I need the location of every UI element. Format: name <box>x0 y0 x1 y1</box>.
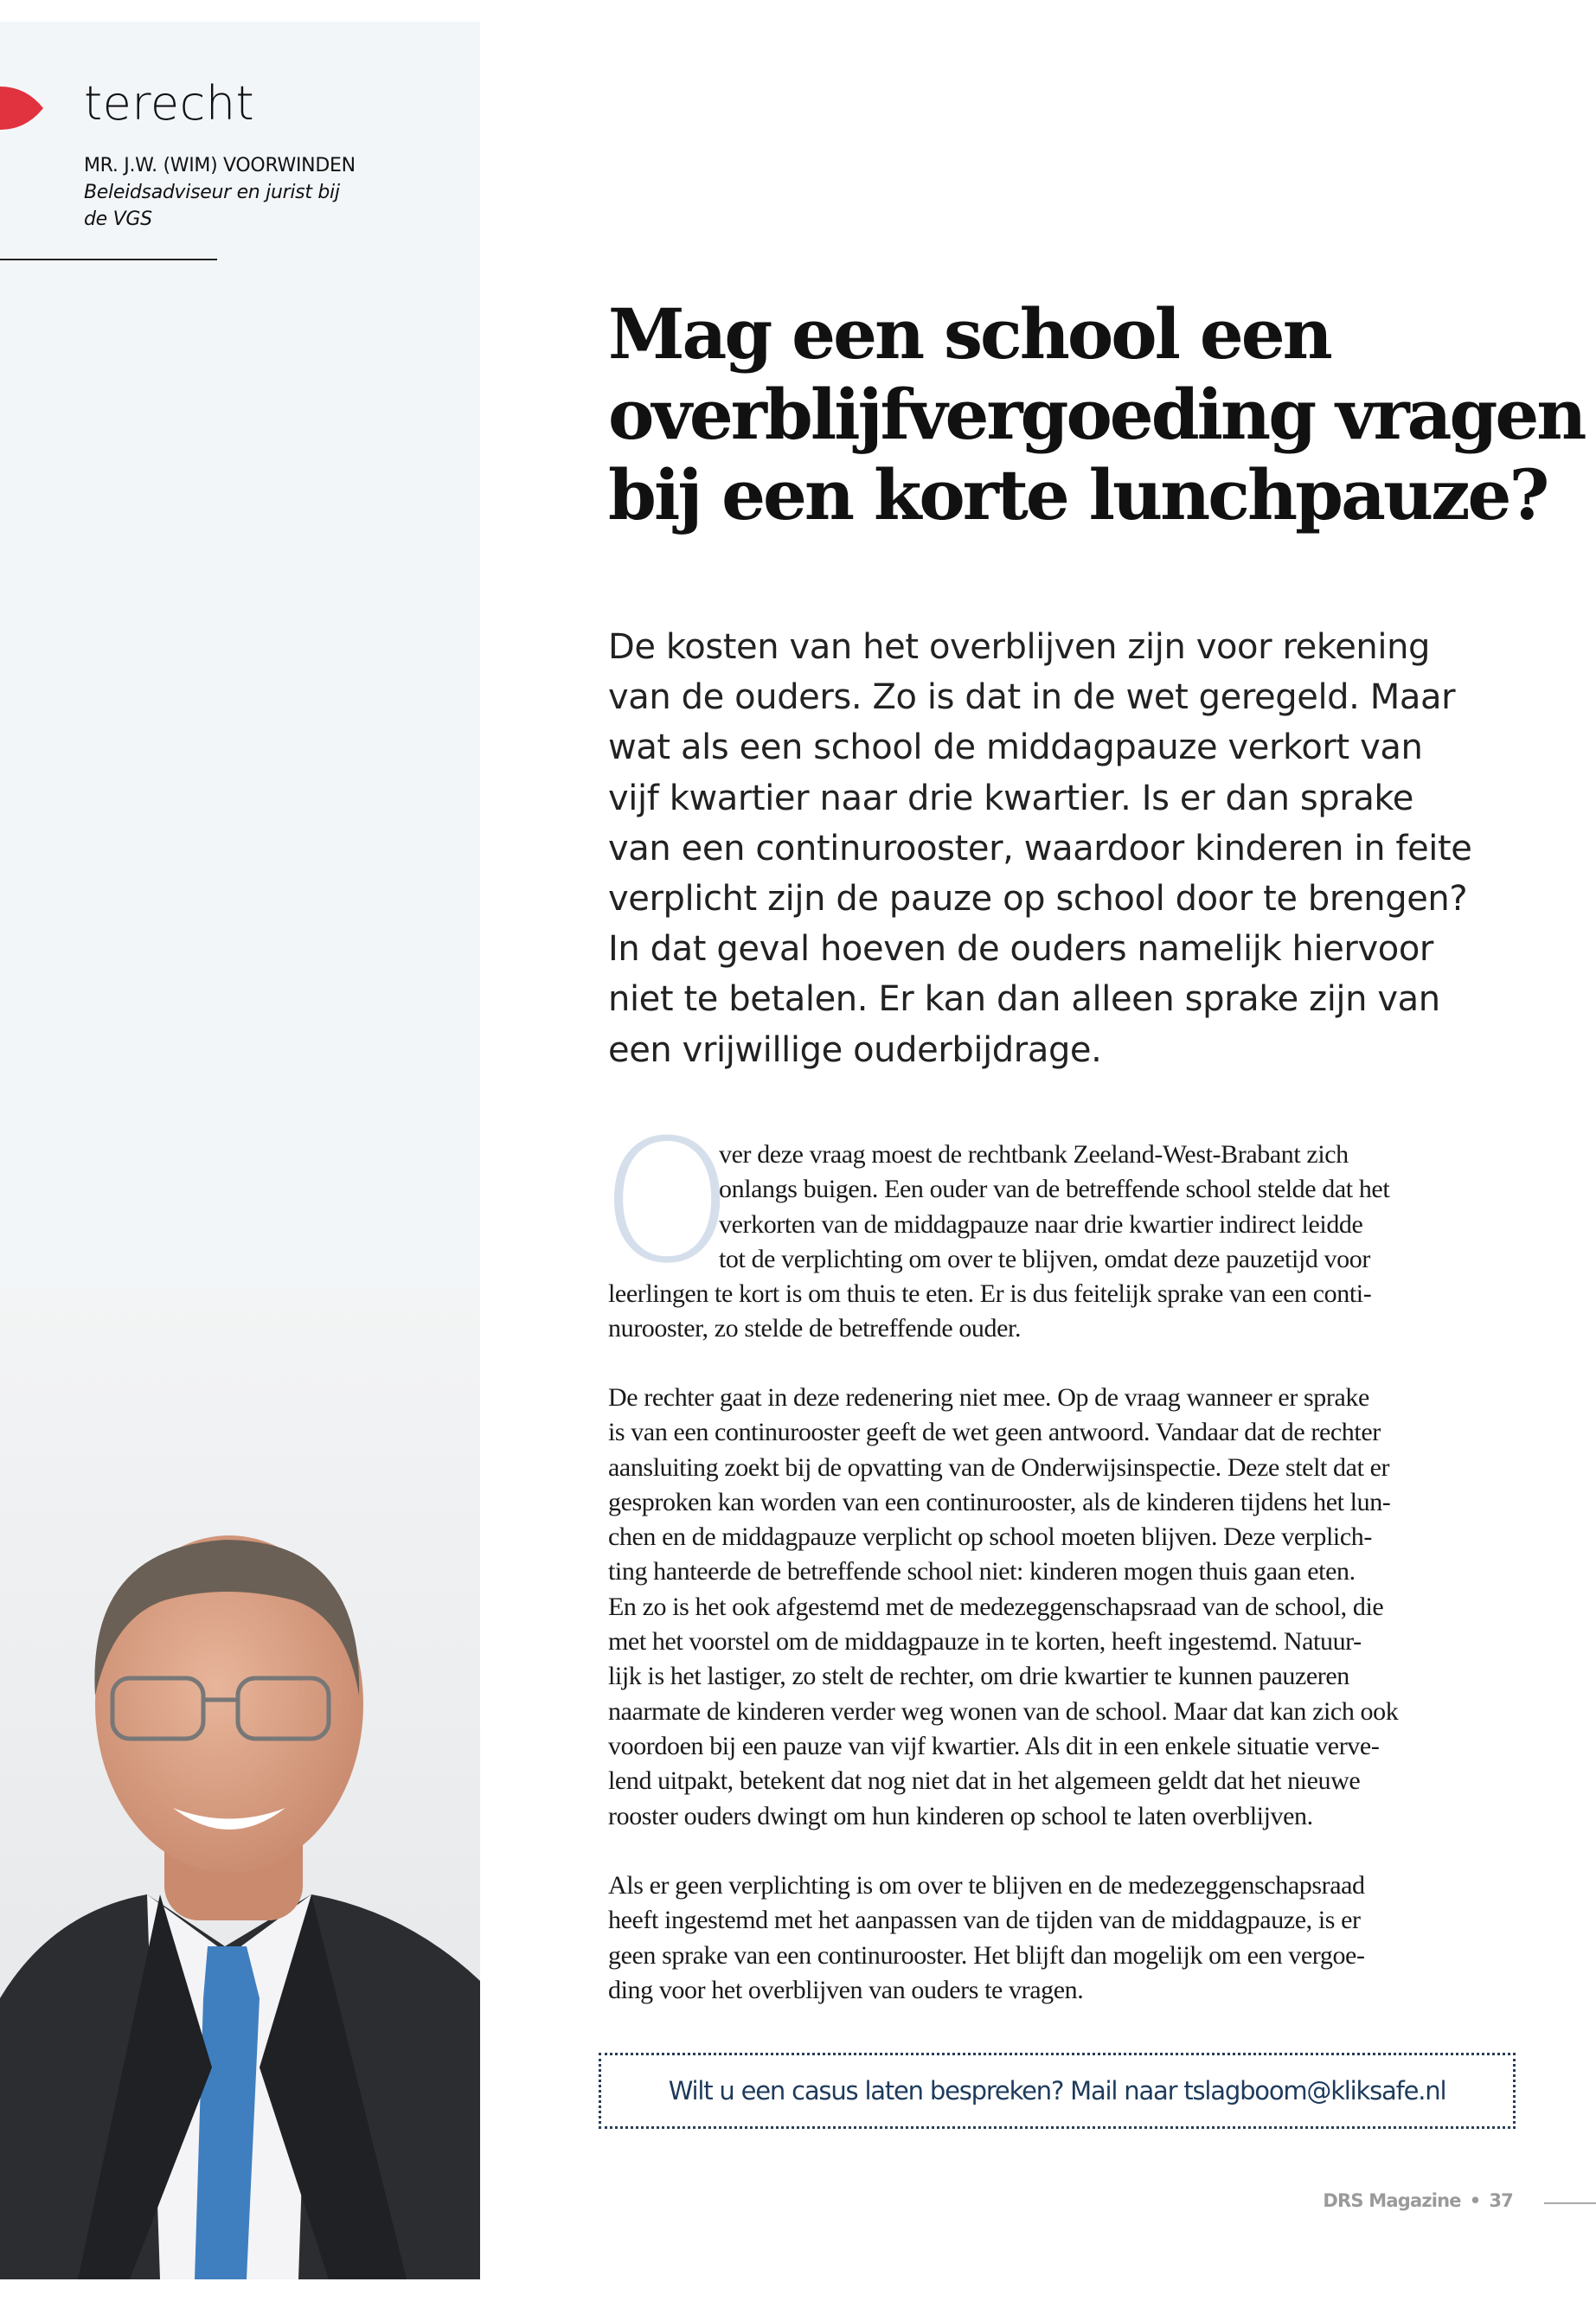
divider <box>0 259 217 260</box>
drop-cap: O <box>600 1104 734 1301</box>
body-line: De rechter gaat in deze redenering niet mee. Op de vraag wanneer er sprake <box>608 1383 1369 1412</box>
author-role-org: de VGS <box>84 208 152 230</box>
body-line: En zo is het ook afgestemd met de medezeggenschapsraad van de school, die <box>608 1592 1384 1621</box>
body-line: aansluiting zoekt bij de opvatting van de Onderwijsinspectie. Deze stelt dat er <box>608 1452 1390 1482</box>
headline-line: Mag een school een <box>608 293 1330 375</box>
body-line: gesproken kan worden van een continurooster, als de kinderen tijdens het lun- <box>608 1487 1391 1516</box>
body-line: geen sprake van een continurooster. Het blijft dan mogelijk om een vergoe- <box>608 1940 1365 1970</box>
intro-line: verplicht zijn de pauze op school door te brengen? <box>608 879 1468 920</box>
body-line: met het voorstel om de middagpauze in te korten, heeft ingestemd. Natuur- <box>608 1627 1362 1657</box>
body-line: verkorten van de middagpauze naar drie kwartier indirect leidde <box>719 1209 1363 1239</box>
intro-line: van de ouders. Zo is dat in de wet geregeld. Maar <box>608 677 1456 718</box>
body-paragraph-3 <box>608 1868 1365 2008</box>
callout-box <box>599 2053 1516 2129</box>
article-intro <box>608 622 1472 1075</box>
body-line: ting hanteerde de betreffende school niet: kinderen mogen thuis gaan eten. <box>608 1557 1356 1586</box>
body-line: lijk is het lastiger, zo stelt de rechter, om drie kwartier te kunnen pauzeren <box>608 1662 1349 1691</box>
section-marker-icon <box>0 87 43 130</box>
body-line: is van een continurooster geeft de wet geen antwoord. Vandaar dat de rechter <box>608 1418 1381 1447</box>
intro-line: In dat geval hoeven de ouders namelijk hiervoor <box>608 929 1433 970</box>
intro-line: De kosten van het overblijven zijn voor rekening <box>608 627 1431 667</box>
intro-line: een vrijwillige ouderbijdrage. <box>608 1029 1102 1070</box>
author-portrait <box>0 1289 480 2279</box>
body-line: nurooster, zo stelde de betreffende ouder. <box>608 1314 1022 1343</box>
body-line: rooster ouders dwingt om hun kinderen op school te laten overblijven. <box>608 1801 1313 1830</box>
body-line: ding voor het overblijven van ouders te vragen. <box>608 1975 1084 2004</box>
author-name: MR. J.W. (WIM) VOORWINDEN <box>84 155 356 176</box>
headline-line: overblijfvergoeding vragen <box>608 374 1585 455</box>
magazine-name: DRS Magazine <box>1323 2190 1461 2211</box>
headline-line: bij een korte lunchpauze? <box>608 454 1548 535</box>
separator-dot: • <box>1469 2190 1481 2211</box>
body-line: Als er geen verplichting is om over te blijven en de medezeggenschapsraad <box>608 1871 1365 1900</box>
body-line: naarmate de kinderen verder weg wonen van de school. Maar dat kan zich ook <box>608 1696 1399 1726</box>
body-line: voordoen bij een pauze van vijf kwartier. Als dit in een enkele situatie verve- <box>608 1731 1380 1760</box>
section-label: terecht <box>84 76 255 131</box>
body-line: lend uitpakt, betekent dat nog niet dat in het algemeen geldt dat het nieuwe <box>608 1766 1361 1796</box>
body-paragraph-1 <box>608 1138 1389 1347</box>
intro-line: van een continurooster, waardoor kinderen in feite <box>608 828 1472 868</box>
author-block <box>84 152 356 233</box>
article-headline <box>608 294 1584 535</box>
page-footer <box>1323 2190 1513 2211</box>
intro-line: wat als een school de middagpauze verkort van <box>608 727 1423 768</box>
body-line: chen en de middagpauze verplicht op school moeten blijven. Deze verplich- <box>608 1522 1372 1552</box>
body-line: tot de verplichting om over te blijven, omdat deze pauzetijd voor <box>719 1244 1370 1273</box>
callout-text[interactable]: Wilt u een casus laten bespreken? Mail naar tslagboom@kliksafe.nl <box>668 2076 1446 2106</box>
page-number: 37 <box>1489 2190 1513 2211</box>
footer-rule <box>1544 2202 1596 2204</box>
intro-line: vijf kwartier naar drie kwartier. Is er dan sprake <box>608 778 1413 818</box>
intro-line: niet te betalen. Er kan dan alleen sprake zijn van <box>608 979 1440 1020</box>
body-paragraph-2 <box>608 1381 1398 1834</box>
author-role: Beleidsadviseur en jurist bij <box>84 182 340 203</box>
body-line: leerlingen te kort is om thuis te eten. Er is dus feitelijk sprake van een conti- <box>608 1279 1372 1309</box>
body-line: onlangs buigen. Een ouder van de betreffende school stelde dat het <box>719 1175 1390 1204</box>
body-line: heeft ingestemd met het aanpassen van de tijden van de middagpauze, is er <box>608 1906 1361 1935</box>
body-line: ver deze vraag moest de rechtbank Zeeland-West-Brabant zich <box>719 1140 1349 1169</box>
